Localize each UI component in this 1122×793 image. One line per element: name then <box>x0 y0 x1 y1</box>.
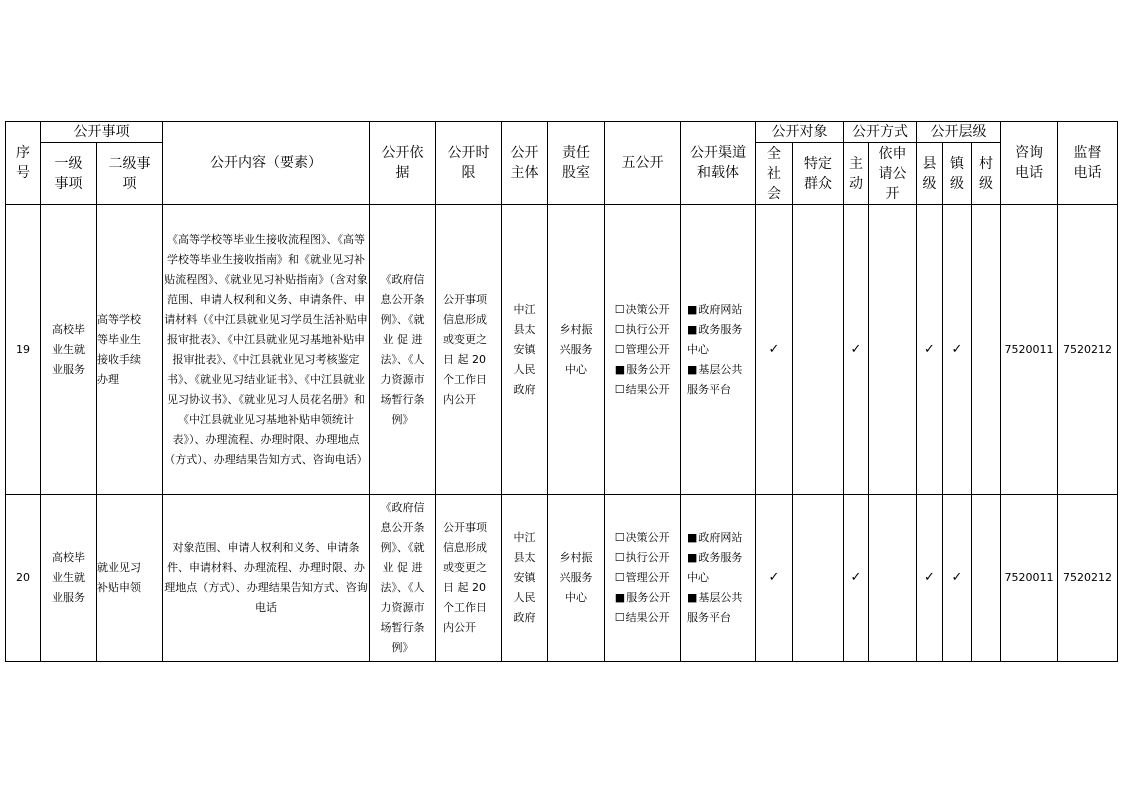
list-item-label: 政府网站 <box>698 302 743 316</box>
row-five-open <box>605 495 681 662</box>
list-item <box>687 588 742 608</box>
row-method-active: ✓ <box>844 205 869 495</box>
row-level-county: ✓ <box>917 495 943 662</box>
list-item <box>687 340 742 360</box>
unchecked-box-icon <box>615 383 626 396</box>
header-level-group: 公开层级 <box>917 122 1001 143</box>
list-item-label: 结果公开 <box>625 382 670 396</box>
list-item <box>615 380 670 400</box>
header-target-group: 公开对象 <box>756 122 844 143</box>
unchecked-box-icon <box>615 611 626 624</box>
row-level-village <box>972 495 1001 662</box>
list-item-label: 政务服务 <box>698 322 743 336</box>
unchecked-box-icon <box>615 551 626 564</box>
header-level2: 二级事 项 <box>97 143 163 205</box>
header-target-specific: 特定 群众 <box>793 143 844 205</box>
checked-box-icon <box>615 363 626 376</box>
list-item-label: 执行公开 <box>625 322 670 336</box>
row-level-village <box>972 205 1001 495</box>
row-office: 乡村振 兴服务 中心 <box>548 205 605 495</box>
list-item-label: 中心 <box>687 342 709 356</box>
list-item <box>615 300 670 320</box>
header-consult-phone: 咨询 电话 <box>1001 122 1058 205</box>
row-method-active: ✓ <box>844 495 869 662</box>
header-office: 责任 股室 <box>548 122 605 205</box>
header-time-limit: 公开时 限 <box>436 122 502 205</box>
row-level2 <box>97 205 163 495</box>
header-level-village: 村 级 <box>972 143 1001 205</box>
unchecked-box-icon <box>615 531 626 544</box>
list-item-label: 政府网站 <box>698 531 743 544</box>
row-content: 对象范围、申请人权利和义务、申请条件、申请材料、办理流程、办理时限、办理地点（方式）、办理结果告知方式、咨询电话 <box>163 495 370 662</box>
list-item-label: 服务公开 <box>626 362 671 376</box>
checked-box-icon <box>687 591 698 604</box>
channel-list <box>687 300 742 400</box>
row-time-limit: 公开事项 信息形成 或变更之 日 起 20 个工作日 内公开 <box>436 495 502 662</box>
list-item <box>615 608 670 628</box>
list-item-label: 服务平台 <box>687 611 731 624</box>
list-item <box>687 380 742 400</box>
header-basis: 公开依 据 <box>370 122 436 205</box>
header-target-all: 全 社 会 <box>756 143 793 205</box>
list-item <box>687 608 742 628</box>
list-item <box>615 568 670 588</box>
header-supervise-phone: 监督 电话 <box>1058 122 1118 205</box>
list-item-label: 中心 <box>687 571 709 584</box>
list-item <box>687 360 742 380</box>
checked-box-icon <box>615 591 626 604</box>
row-method-apply <box>869 205 917 495</box>
row-method-apply <box>869 495 917 662</box>
row-level2 <box>97 495 163 662</box>
row-five-open <box>605 205 681 495</box>
unchecked-box-icon <box>615 303 626 316</box>
list-item-label: 执行公开 <box>625 551 670 564</box>
list-item-label: 决策公开 <box>625 531 670 544</box>
unchecked-box-icon <box>615 343 626 356</box>
row-level-town: ✓ <box>943 495 972 662</box>
row-target-specific <box>793 205 844 495</box>
list-item <box>615 548 670 568</box>
row-basis: 《政府信 息公开条 例》、《就 业 促 进 法》、《人 力资源市 场暂行条 例》 <box>370 205 436 495</box>
list-item <box>615 588 670 608</box>
checked-box-icon <box>687 531 698 544</box>
checked-box-icon <box>687 323 698 336</box>
checked-box-icon <box>687 363 698 376</box>
row-level-town: ✓ <box>943 205 972 495</box>
list-item <box>615 340 670 360</box>
row-content: 《高等学校等毕业生接收流程图》、《高等学校等毕业生接收指南》和《就业见习补贴流程图》、《就业见习补贴指南》（含对象范围、申请人权利和义务、申请条件、申请材料（《中江县就业见习学员生活补贴申报审批表》、《中江县就业见习基地补贴申报审批表》、《中江县就业见习考核鉴定书》、《就业见习结业证书》、《中江县就业见习协议书》、《就业见习人员花名册》和《中江县就业见习基地补贴申领统计表》）、办理流程、办理时限、办理地点（方式）、办理结果告知方式、咨询电话） <box>163 205 370 495</box>
list-item <box>615 320 670 340</box>
unchecked-box-icon <box>615 323 626 336</box>
row-seq: 19 <box>6 205 41 495</box>
disclosure-table <box>5 121 1118 662</box>
row-level-county: ✓ <box>917 205 943 495</box>
list-item-label: 管理公开 <box>625 571 670 584</box>
header-level1: 一级 事项 <box>41 143 97 205</box>
five-open-list <box>615 528 670 628</box>
list-item-label: 结果公开 <box>625 611 670 624</box>
row-target-all: ✓ <box>756 495 793 662</box>
list-item <box>615 360 670 380</box>
list-item-label: 基层公共 <box>698 591 743 604</box>
header-item-group: 公开事项 <box>41 122 163 143</box>
list-item-label: 政务服务 <box>698 551 743 564</box>
row-office: 乡村振 兴服务 中心 <box>548 495 605 662</box>
row-consult-phone: 7520011 <box>1001 495 1058 662</box>
header-channel: 公开渠道 和载体 <box>681 122 756 205</box>
row-target-specific <box>793 495 844 662</box>
header-five-open: 五公开 <box>605 122 681 205</box>
list-item-label: 管理公开 <box>625 342 670 356</box>
list-item-label: 基层公共 <box>698 362 743 376</box>
header-method-active: 主 动 <box>844 143 869 205</box>
unchecked-box-icon <box>615 571 626 584</box>
row-basis: 《政府信 息公开条 例》、《就 业 促 进 法》、《人 力资源市 场暂行条 例》 <box>370 495 436 662</box>
header-method-group: 公开方式 <box>844 122 917 143</box>
header-seq: 序 号 <box>6 122 41 205</box>
row-level1: 高校毕 业生就 业服务 <box>41 495 97 662</box>
row-subject: 中江 县太 安镇 人民 政府 <box>502 205 548 495</box>
row-level2-text: 就业见习 补贴申领 <box>97 561 141 594</box>
row-channel <box>681 495 756 662</box>
header-level-county: 县 级 <box>917 143 943 205</box>
row-target-all: ✓ <box>756 205 793 495</box>
list-item-label: 服务公开 <box>626 591 671 604</box>
list-item-label: 决策公开 <box>625 302 670 316</box>
table-row <box>6 205 1118 495</box>
row-subject: 中江 县太 安镇 人民 政府 <box>502 495 548 662</box>
row-supervise-phone: 7520212 <box>1058 495 1118 662</box>
header-level-town: 镇 级 <box>943 143 972 205</box>
list-item <box>687 548 742 568</box>
list-item <box>687 300 742 320</box>
header-subject: 公开 主体 <box>502 122 548 205</box>
list-item-label: 服务平台 <box>687 382 731 396</box>
row-seq: 20 <box>6 495 41 662</box>
row-level1: 高校毕 业生就 业服务 <box>41 205 97 495</box>
list-item <box>687 320 742 340</box>
row-level2-text: 高等学校 等毕业生 接收手续 办理 <box>97 312 141 386</box>
table-row <box>6 495 1118 662</box>
five-open-list <box>615 300 670 400</box>
list-item <box>687 568 742 588</box>
row-consult-phone: 7520011 <box>1001 205 1058 495</box>
list-item <box>615 528 670 548</box>
channel-list <box>687 528 742 628</box>
list-item <box>687 528 742 548</box>
row-time-limit: 公开事项 信息形成 或变更之 日 起 20 个工作日 内公开 <box>436 205 502 495</box>
row-supervise-phone: 7520212 <box>1058 205 1118 495</box>
header-content: 公开内容（要素） <box>163 122 370 205</box>
checked-box-icon <box>687 551 698 564</box>
checked-box-icon <box>687 303 698 316</box>
row-channel <box>681 205 756 495</box>
header-method-apply: 依申 请公 开 <box>869 143 917 205</box>
